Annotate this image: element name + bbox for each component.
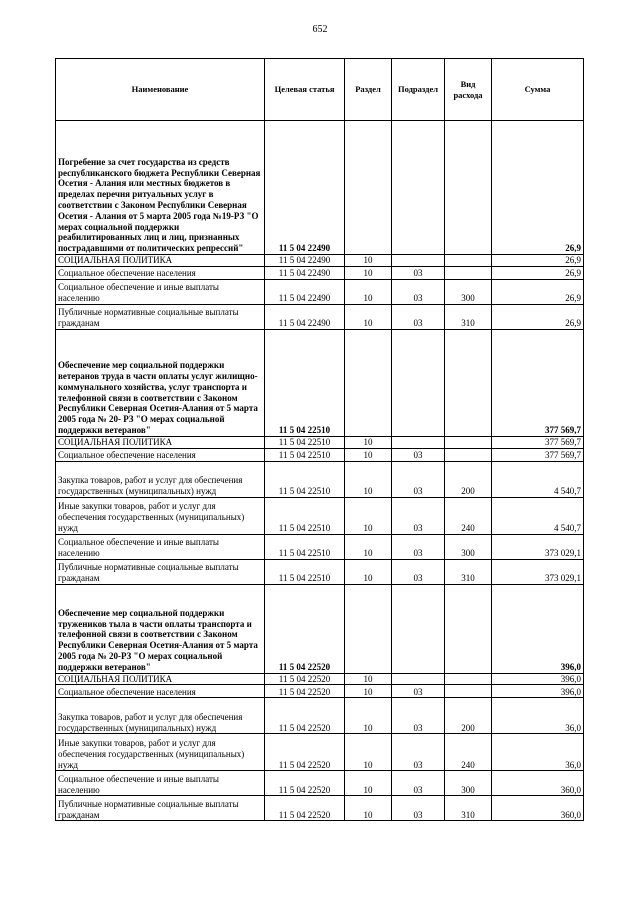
cell-amount: 26,9 xyxy=(492,304,584,329)
cell-subsection xyxy=(392,255,445,267)
cell-expense-type xyxy=(445,448,492,461)
cell-section: 10 xyxy=(345,685,392,698)
header-subsection: Подраздел xyxy=(392,59,445,121)
cell-target-article: 11 5 04 22520 xyxy=(265,771,345,796)
cell-name: Социальное обеспечение населения xyxy=(56,266,265,279)
cell-expense-type xyxy=(445,266,492,279)
cell-target-article: 11 5 04 22510 xyxy=(265,329,345,436)
cell-amount: 396,0 xyxy=(492,685,584,698)
cell-name: Закупка товаров, работ и услуг для обеспечения государственных (муниципальных) нужд xyxy=(56,461,265,497)
cell-target-article: 11 5 04 22490 xyxy=(265,279,345,304)
cell-target-article: 11 5 04 22490 xyxy=(265,304,345,329)
cell-expense-type: 310 xyxy=(445,559,492,584)
cell-section xyxy=(345,329,392,436)
cell-target-article: 11 5 04 22520 xyxy=(265,734,345,771)
cell-amount: 360,0 xyxy=(492,771,584,796)
cell-expense-type xyxy=(445,584,492,673)
cell-subsection: 03 xyxy=(392,279,445,304)
cell-subsection xyxy=(392,329,445,436)
cell-expense-type: 240 xyxy=(445,734,492,771)
cell-subsection: 03 xyxy=(392,771,445,796)
cell-amount: 4 540,7 xyxy=(492,461,584,497)
cell-subsection: 03 xyxy=(392,461,445,497)
cell-target-article: 11 5 04 22510 xyxy=(265,448,345,461)
cell-name: Иные закупки товаров, работ и услуг для обеспечения государственных (муниципальных) нужд xyxy=(56,734,265,771)
cell-name: Социальное обеспечение населения xyxy=(56,685,265,698)
table-row-program xyxy=(56,121,584,255)
header-target-article: Целевая статья xyxy=(265,59,345,121)
cell-name: Публичные нормативные социальные выплаты гражданам xyxy=(56,559,265,584)
table-row xyxy=(56,734,584,771)
cell-section xyxy=(345,584,392,673)
cell-target-article: 11 5 04 22520 xyxy=(265,796,345,821)
cell-amount: 373 029,1 xyxy=(492,559,584,584)
table-row xyxy=(56,279,584,304)
cell-expense-type: 200 xyxy=(445,461,492,497)
cell-section: 10 xyxy=(345,698,392,734)
table-row xyxy=(56,685,584,698)
table-row xyxy=(56,771,584,796)
cell-subsection xyxy=(392,121,445,255)
cell-name: СОЦИАЛЬНАЯ ПОЛИТИКА xyxy=(56,436,265,448)
cell-subsection xyxy=(392,584,445,673)
cell-amount: 373 029,1 xyxy=(492,534,584,559)
cell-amount: 360,0 xyxy=(492,796,584,821)
cell-name: СОЦИАЛЬНАЯ ПОЛИТИКА xyxy=(56,673,265,685)
header-expense-type: Вид расхода xyxy=(445,59,492,121)
cell-amount: 26,9 xyxy=(492,279,584,304)
table-row xyxy=(56,255,584,267)
cell-section: 10 xyxy=(345,304,392,329)
cell-subsection: 03 xyxy=(392,534,445,559)
cell-section: 10 xyxy=(345,461,392,497)
budget-table xyxy=(55,58,584,821)
cell-target-article: 11 5 04 22510 xyxy=(265,436,345,448)
cell-target-article: 11 5 04 22490 xyxy=(265,121,345,255)
cell-target-article: 11 5 04 22520 xyxy=(265,584,345,673)
cell-expense-type: 300 xyxy=(445,534,492,559)
table-row xyxy=(56,698,584,734)
cell-section: 10 xyxy=(345,436,392,448)
cell-expense-type xyxy=(445,673,492,685)
cell-section: 10 xyxy=(345,796,392,821)
cell-name: Обеспечение мер социальной поддержки ветеранов труда в части оплаты услуг жилищно-коммунального хозяйства, услуг транспорта и телефонной связи в соответствии с Законом Республики Северная Осетия-Алания от 5 марта 2005 года № 20- РЗ "О мерах социальной поддержки ветеранов" xyxy=(56,329,265,436)
cell-target-article: 11 5 04 22510 xyxy=(265,497,345,534)
cell-amount: 377 569,7 xyxy=(492,436,584,448)
cell-target-article: 11 5 04 22510 xyxy=(265,534,345,559)
header-section: Раздел xyxy=(345,59,392,121)
cell-expense-type xyxy=(445,121,492,255)
table-row xyxy=(56,796,584,821)
table-row xyxy=(56,461,584,497)
header-amount: Сумма xyxy=(492,59,584,121)
cell-name: Закупка товаров, работ и услуг для обеспечения государственных (муниципальных) нужд xyxy=(56,698,265,734)
table-row xyxy=(56,534,584,559)
cell-section: 10 xyxy=(345,497,392,534)
cell-target-article: 11 5 04 22520 xyxy=(265,685,345,698)
cell-name: СОЦИАЛЬНАЯ ПОЛИТИКА xyxy=(56,255,265,267)
cell-name: Социальное обеспечение и иные выплаты населению xyxy=(56,279,265,304)
cell-amount: 377 569,7 xyxy=(492,329,584,436)
cell-subsection: 03 xyxy=(392,698,445,734)
cell-expense-type: 200 xyxy=(445,698,492,734)
cell-expense-type xyxy=(445,329,492,436)
table-row xyxy=(56,266,584,279)
cell-name: Публичные нормативные социальные выплаты гражданам xyxy=(56,304,265,329)
cell-subsection: 03 xyxy=(392,304,445,329)
cell-amount: 36,0 xyxy=(492,698,584,734)
cell-amount: 26,9 xyxy=(492,121,584,255)
table-row xyxy=(56,559,584,584)
cell-section: 10 xyxy=(345,255,392,267)
table-row xyxy=(56,673,584,685)
cell-target-article: 11 5 04 22490 xyxy=(265,266,345,279)
page-number: 652 xyxy=(312,24,328,35)
cell-subsection: 03 xyxy=(392,266,445,279)
cell-name: Погребение за счет государства из средств республиканского бюджета Республики Северная Осетия - Алания или местных бюджетов в пределах перечня ритуальных услуг в соответствии с Законом Республики Северная Осетия - Алания от 5 марта 2005 года №19-РЗ "О мерах социальной поддержки реабилитированных лиц и лиц, признанных пострадавшими от политических репрессий" xyxy=(56,121,265,255)
cell-section xyxy=(345,121,392,255)
cell-target-article: 11 5 04 22510 xyxy=(265,559,345,584)
cell-name: Социальное обеспечение и иные выплаты населению xyxy=(56,534,265,559)
table-row xyxy=(56,497,584,534)
cell-section: 10 xyxy=(345,266,392,279)
cell-name: Обеспечение мер социальной поддержки тружеников тыла в части оплаты транспорта и телефонной связи в соответствии с Законом Республики Северная Осетия-Алания от 5 марта 2005 года № 20-РЗ "О мерах социальной поддержки ветеранов" xyxy=(56,584,265,673)
cell-expense-type: 310 xyxy=(445,304,492,329)
cell-expense-type xyxy=(445,255,492,267)
cell-section: 10 xyxy=(345,673,392,685)
cell-subsection: 03 xyxy=(392,559,445,584)
cell-name: Иные закупки товаров, работ и услуг для обеспечения государственных (муниципальных) нужд xyxy=(56,497,265,534)
cell-section: 10 xyxy=(345,534,392,559)
cell-subsection: 03 xyxy=(392,685,445,698)
table-row xyxy=(56,448,584,461)
table-header-row xyxy=(56,59,584,121)
cell-amount: 4 540,7 xyxy=(492,497,584,534)
cell-expense-type: 300 xyxy=(445,771,492,796)
table-row-program xyxy=(56,584,584,673)
cell-expense-type: 240 xyxy=(445,497,492,534)
cell-name: Социальное обеспечение и иные выплаты населению xyxy=(56,771,265,796)
cell-section: 10 xyxy=(345,734,392,771)
cell-subsection: 03 xyxy=(392,796,445,821)
cell-amount: 396,0 xyxy=(492,673,584,685)
cell-subsection xyxy=(392,436,445,448)
cell-subsection: 03 xyxy=(392,497,445,534)
table-row-program xyxy=(56,329,584,436)
cell-amount: 36,0 xyxy=(492,734,584,771)
header-name: Наименование xyxy=(56,59,265,121)
cell-section: 10 xyxy=(345,771,392,796)
cell-section: 10 xyxy=(345,279,392,304)
cell-amount: 26,9 xyxy=(492,255,584,267)
table-body xyxy=(56,121,584,821)
table-row xyxy=(56,304,584,329)
cell-target-article: 11 5 04 22520 xyxy=(265,698,345,734)
cell-target-article: 11 5 04 22490 xyxy=(265,255,345,267)
table-row xyxy=(56,436,584,448)
cell-expense-type: 300 xyxy=(445,279,492,304)
cell-section: 10 xyxy=(345,448,392,461)
cell-name: Публичные нормативные социальные выплаты гражданам xyxy=(56,796,265,821)
cell-amount: 377 569,7 xyxy=(492,448,584,461)
cell-subsection: 03 xyxy=(392,734,445,771)
cell-target-article: 11 5 04 22510 xyxy=(265,461,345,497)
cell-amount: 396,0 xyxy=(492,584,584,673)
cell-section: 10 xyxy=(345,559,392,584)
cell-expense-type xyxy=(445,685,492,698)
cell-target-article: 11 5 04 22520 xyxy=(265,673,345,685)
cell-amount: 26,9 xyxy=(492,266,584,279)
cell-subsection: 03 xyxy=(392,448,445,461)
cell-name: Социальное обеспечение населения xyxy=(56,448,265,461)
cell-subsection xyxy=(392,673,445,685)
cell-expense-type xyxy=(445,436,492,448)
cell-expense-type: 310 xyxy=(445,796,492,821)
